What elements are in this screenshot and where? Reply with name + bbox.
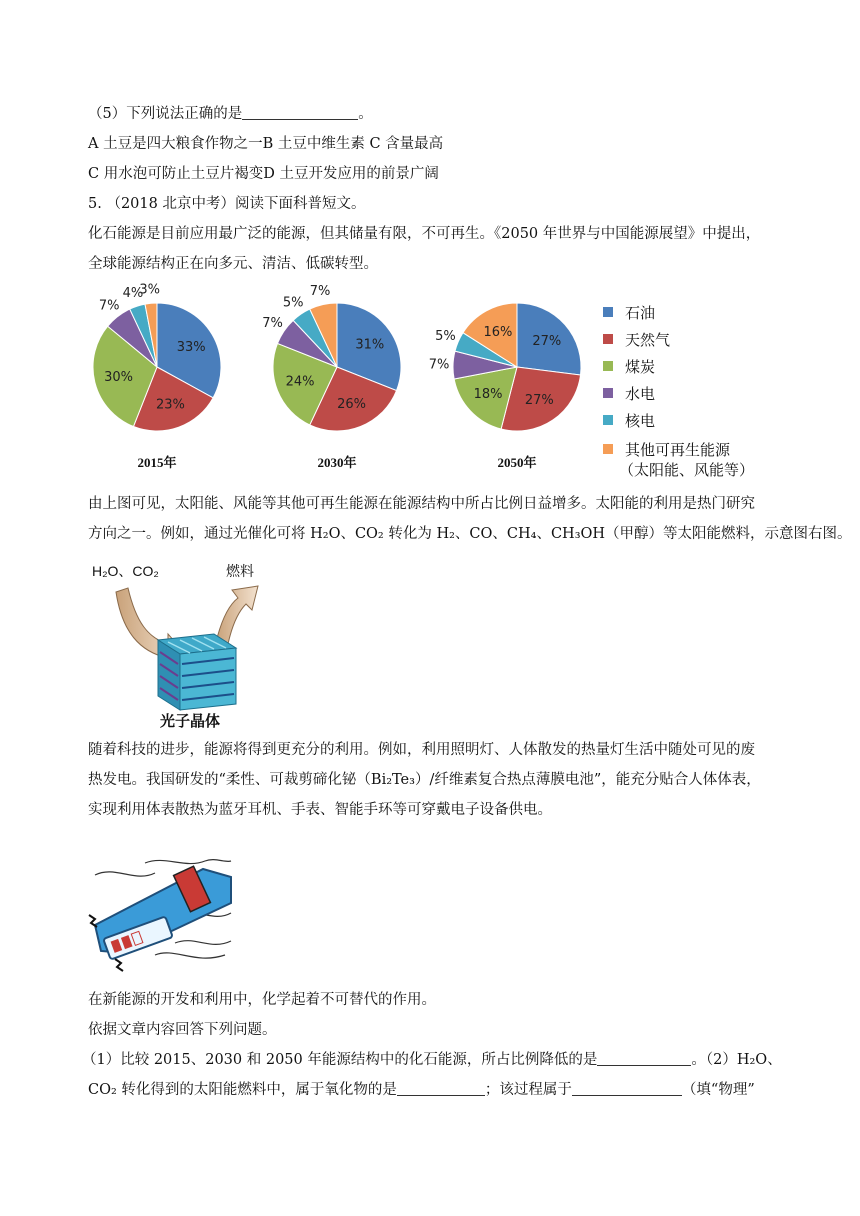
legend-swatch: [603, 388, 613, 398]
pie-year-label: 2030年: [317, 455, 357, 470]
question-2-line: [88, 1080, 755, 1100]
question-1-end: 。（2）H₂O、: [691, 1052, 782, 1068]
pie-year-label: 2015年: [137, 455, 177, 470]
pie-data-label: 27%: [524, 392, 554, 408]
pie-data-label: 5%: [435, 329, 456, 344]
pie-data-label: 30%: [104, 369, 134, 385]
paragraph-3-line-2: 热发电。我国研发的“柔性、可裁剪碲化铋（Bi₂Te₃）/纤维素复合热点薄膜电池”，能充分贴合人体体表，: [88, 772, 761, 788]
answer-blank[interactable]: [397, 1081, 485, 1096]
input-label: H₂O、CO₂: [92, 563, 159, 579]
q5-stem-line: [88, 104, 373, 124]
legend-swatch: [603, 334, 613, 344]
pie-data-label: 7%: [428, 357, 450, 373]
legend-label: 核电: [625, 412, 656, 430]
q5-option-b: B 土豆中维生素 C 含量最高: [262, 136, 444, 152]
q5-stem: （5）下列说法正确的是: [88, 106, 243, 122]
pie-data-label: 23%: [155, 397, 185, 413]
pie-chart-2015年: [93, 282, 221, 470]
answer-blank[interactable]: [572, 1081, 682, 1096]
pie-data-label: 18%: [473, 387, 503, 403]
q5-end: 。: [358, 106, 373, 122]
pie-chart-2050年: [429, 303, 581, 470]
pie-data-label: 27%: [532, 333, 562, 349]
legend-label: 天然气: [625, 331, 671, 349]
crystal-icon: [158, 634, 236, 710]
legend-label: 石油: [625, 304, 656, 322]
pie-data-label: 7%: [309, 283, 331, 299]
paragraph-1-line-2: 全球能源结构正在向多元、清洁、低碳转型。: [88, 256, 378, 272]
q5-option-c: C 用水泡可防止土豆片褐变: [88, 166, 264, 182]
pie-data-label: 3%: [139, 282, 161, 298]
legend-label: 煤炭: [625, 358, 656, 376]
question-1-text: （1）比较 2015、2030 和 2050 年能源结构中的化石能源，所占比例降低的是: [82, 1052, 598, 1068]
pie-data-label: 16%: [483, 325, 513, 341]
question-1-line: [82, 1050, 782, 1070]
q5-option-a: A 土豆是四大粮食作物之一: [88, 136, 263, 152]
paragraph-4: 在新能源的开发和利用中，化学起着不可替代的作用。: [88, 992, 436, 1008]
question-title: 5. （2018 北京中考）阅读下面科普短文。: [88, 196, 366, 212]
paragraph-2-line-1: 由上图可见，太阳能、风能等其他可再生能源在能源结构中所占比例日益增多。太阳能的利用是热门研究: [88, 496, 755, 512]
paragraph-5: 依据文章内容回答下列问题。: [88, 1022, 277, 1038]
legend-swatch: [603, 307, 613, 317]
legend-note: （太阳能、风能等）: [619, 461, 755, 479]
answer-blank[interactable]: [597, 1051, 691, 1066]
legend-label: 水电: [625, 385, 656, 403]
q5-option-d: D 土豆开发应用的前景广阔: [263, 166, 439, 182]
pie-year-label: 2050年: [497, 455, 537, 470]
paragraph-2-line-2: 方向之一。例如，通过光催化可将 H₂O、CO₂ 转化为 H₂、CO、CH₄、CH₃OH（甲醇）等太阳能燃料，示意图右图。: [88, 526, 852, 542]
question-2-text-3: （填“物理”: [681, 1082, 755, 1098]
q5-options-line-1: [88, 134, 443, 154]
question-2-text-1: CO₂ 转化得到的太阳能燃料中，属于氧化物的是: [88, 1082, 397, 1098]
paragraph-3-line-3: 实现利用体表散热为蓝牙耳机、手表、智能手环等可穿戴电子设备供电。: [88, 802, 552, 818]
pie-data-label: 31%: [355, 337, 385, 353]
photonic-crystal-diagram: [88, 552, 278, 732]
pie-data-label: 24%: [285, 374, 315, 390]
pie-data-label: 4%: [122, 285, 144, 301]
paragraph-1-line-1: 化石能源是目前应用最广泛的能源，但其储量有限，不可再生。《2050 年世界与中国能源展望》中提出，: [88, 226, 761, 242]
output-arrow: [216, 586, 258, 644]
legend-swatch: [603, 361, 613, 371]
crystal-label: 光子晶体: [160, 712, 221, 730]
paragraph-3-line-1: 随着科技的进步，能源将得到更充分的利用。例如，利用照明灯、人体散发的热量灯生活中随处可见的废: [88, 742, 755, 758]
legend-swatch: [603, 415, 613, 425]
legend-swatch: [603, 444, 613, 454]
energy-structure-pie-charts: [85, 282, 595, 482]
q5-options-line-2: [88, 164, 439, 184]
pie-data-label: 7%: [98, 298, 120, 314]
question-2-text-2: ；该过程属于: [484, 1082, 572, 1098]
answer-blank[interactable]: [242, 105, 358, 120]
pie-data-label: 33%: [176, 339, 206, 355]
output-label: 燃料: [226, 564, 254, 580]
legend-label: 其他可再生能源: [625, 441, 731, 459]
pie-data-label: 26%: [337, 396, 367, 412]
pie-data-label: 7%: [262, 316, 283, 332]
wearable-battery-illustration: [85, 855, 233, 973]
pie-data-label: 5%: [282, 295, 304, 311]
pie-chart-2030年: [262, 284, 401, 470]
